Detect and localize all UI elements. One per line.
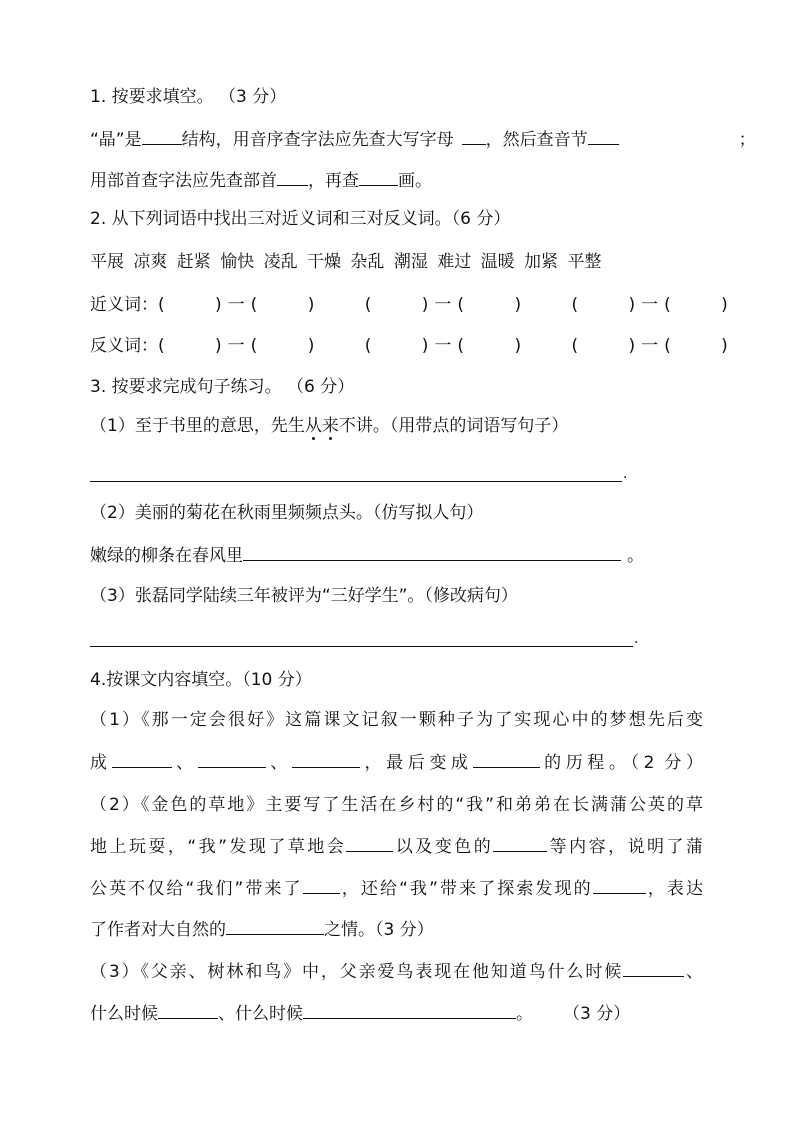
q3-s3: （3）张磊同学陆续三年被评为“三好学生”。（修改病句） bbox=[90, 586, 518, 606]
q4-p1-line1: （1）《那一定会很好》这篇课文记叙一颗种子为了实现心中的梦想先后变 bbox=[90, 710, 703, 730]
text: 、什么时候 bbox=[218, 1004, 303, 1024]
text: 嫩绿的柳条在春风里 bbox=[90, 546, 243, 566]
text: 的历程。（2 分） bbox=[539, 753, 703, 773]
q1-title: 1. 按要求填空。 （3 分） bbox=[90, 87, 287, 107]
q2-title: 2. 从下列词语中找出三对近义词和三对反义词。（6 分） bbox=[90, 209, 511, 229]
answer-line-s3[interactable] bbox=[90, 646, 633, 647]
text: 不讲。（用带点的词语写句子） bbox=[338, 416, 569, 436]
answer-line-s1[interactable] bbox=[90, 481, 622, 482]
text: 、 bbox=[684, 962, 703, 982]
text: 、 bbox=[265, 753, 292, 773]
q3-s1 bbox=[90, 415, 568, 437]
text: 用部首查字法应先查部首 bbox=[90, 171, 277, 191]
q2-antonyms-row bbox=[90, 335, 734, 357]
text: ； bbox=[738, 130, 756, 150]
blank-letter[interactable] bbox=[462, 128, 486, 145]
blank[interactable] bbox=[292, 751, 360, 768]
text: 之情。（3 分） bbox=[324, 920, 434, 940]
text: 。 bbox=[627, 546, 644, 566]
text: 什么时候 bbox=[90, 1004, 158, 1024]
text: 地上玩耍，“我”发现了草地会 bbox=[90, 837, 347, 857]
dotted-char: 来 bbox=[321, 416, 339, 436]
blank[interactable] bbox=[346, 835, 393, 852]
dotted-char: 从 bbox=[304, 416, 322, 436]
blank[interactable] bbox=[158, 1002, 218, 1019]
q3-s2-line2 bbox=[90, 544, 644, 566]
q1-line1 bbox=[90, 128, 756, 150]
text: ，还给“我”带来了探索发现的 bbox=[339, 879, 593, 899]
q4-p2-line3 bbox=[90, 877, 703, 899]
antonyms-label: 反义词： bbox=[90, 336, 158, 356]
blank[interactable] bbox=[112, 751, 172, 768]
blank-structure[interactable] bbox=[142, 128, 182, 145]
text: （1）至于书里的意思，先生 bbox=[90, 416, 305, 436]
text: ，然后查音节 bbox=[485, 130, 588, 150]
blank[interactable] bbox=[198, 751, 266, 768]
q4-p2-line1: （2）《金色的草地》主要写了生活在乡村的“我”和弟弟在长满蒲公英的草 bbox=[90, 795, 703, 815]
q4-p3-line2 bbox=[90, 1002, 630, 1024]
blank-syllable[interactable] bbox=[588, 128, 619, 145]
synonym-pairs[interactable]: ( )一( ) ( )一( ) ( )一( ) bbox=[158, 295, 734, 315]
q4-p2-line4 bbox=[90, 918, 434, 940]
q4-title: 4.按课文内容填空。（10 分） bbox=[90, 670, 312, 690]
text: 。 bbox=[516, 1004, 533, 1024]
q4-p1-line2 bbox=[90, 751, 703, 773]
text: 、 bbox=[171, 753, 198, 773]
blank-radical[interactable] bbox=[277, 169, 308, 186]
q2-word-list: 平展 凉爽 赶紧 愉快 凌乱 干燥 杂乱 潮湿 难过 温暖 加紧 平整 bbox=[90, 252, 602, 272]
text: （3）《父亲、树林和鸟》中，父亲爱鸟表现在他知道鸟什么时候 bbox=[90, 962, 624, 982]
blank[interactable] bbox=[303, 877, 340, 894]
text: ，再查 bbox=[308, 171, 359, 191]
blank[interactable] bbox=[226, 918, 324, 935]
antonym-pairs[interactable]: ( )一( ) ( )一( ) ( )一( ) bbox=[158, 336, 734, 356]
score: （3 分） bbox=[563, 1004, 631, 1024]
text: ，最后变成 bbox=[359, 753, 473, 773]
text: 等内容，说明了蒲 bbox=[547, 837, 704, 857]
q2-synonyms-row bbox=[90, 294, 734, 316]
period: . bbox=[634, 631, 639, 647]
q4-p3-line1 bbox=[90, 960, 703, 982]
q4-p2-line2 bbox=[90, 835, 703, 857]
text: “晶”是 bbox=[90, 130, 142, 150]
period: . bbox=[623, 466, 628, 482]
blank[interactable] bbox=[593, 877, 646, 894]
q3-s2: （2）美丽的菊花在秋雨里频频点头。（仿写拟人句） bbox=[90, 503, 484, 523]
blank[interactable] bbox=[493, 835, 547, 852]
q3-title: 3. 按要求完成句子练习。 （6 分） bbox=[90, 377, 355, 397]
text: ，表达 bbox=[645, 879, 703, 899]
text: 以及变色的 bbox=[393, 837, 494, 857]
blank-personification[interactable] bbox=[243, 544, 621, 561]
blank[interactable] bbox=[303, 1002, 516, 1019]
blank-strokes[interactable] bbox=[359, 169, 398, 186]
blank[interactable] bbox=[473, 751, 540, 768]
blank[interactable] bbox=[623, 960, 684, 977]
text: 画。 bbox=[398, 171, 432, 191]
text: 公英不仅给“我们”带来了 bbox=[90, 879, 303, 899]
q1-line2 bbox=[90, 169, 432, 191]
text: 成 bbox=[90, 753, 112, 773]
text: 结构，用音序查字法应先查大写字母 bbox=[181, 130, 454, 150]
text: 了作者对大自然的 bbox=[90, 920, 226, 940]
synonyms-label: 近义词： bbox=[90, 295, 158, 315]
